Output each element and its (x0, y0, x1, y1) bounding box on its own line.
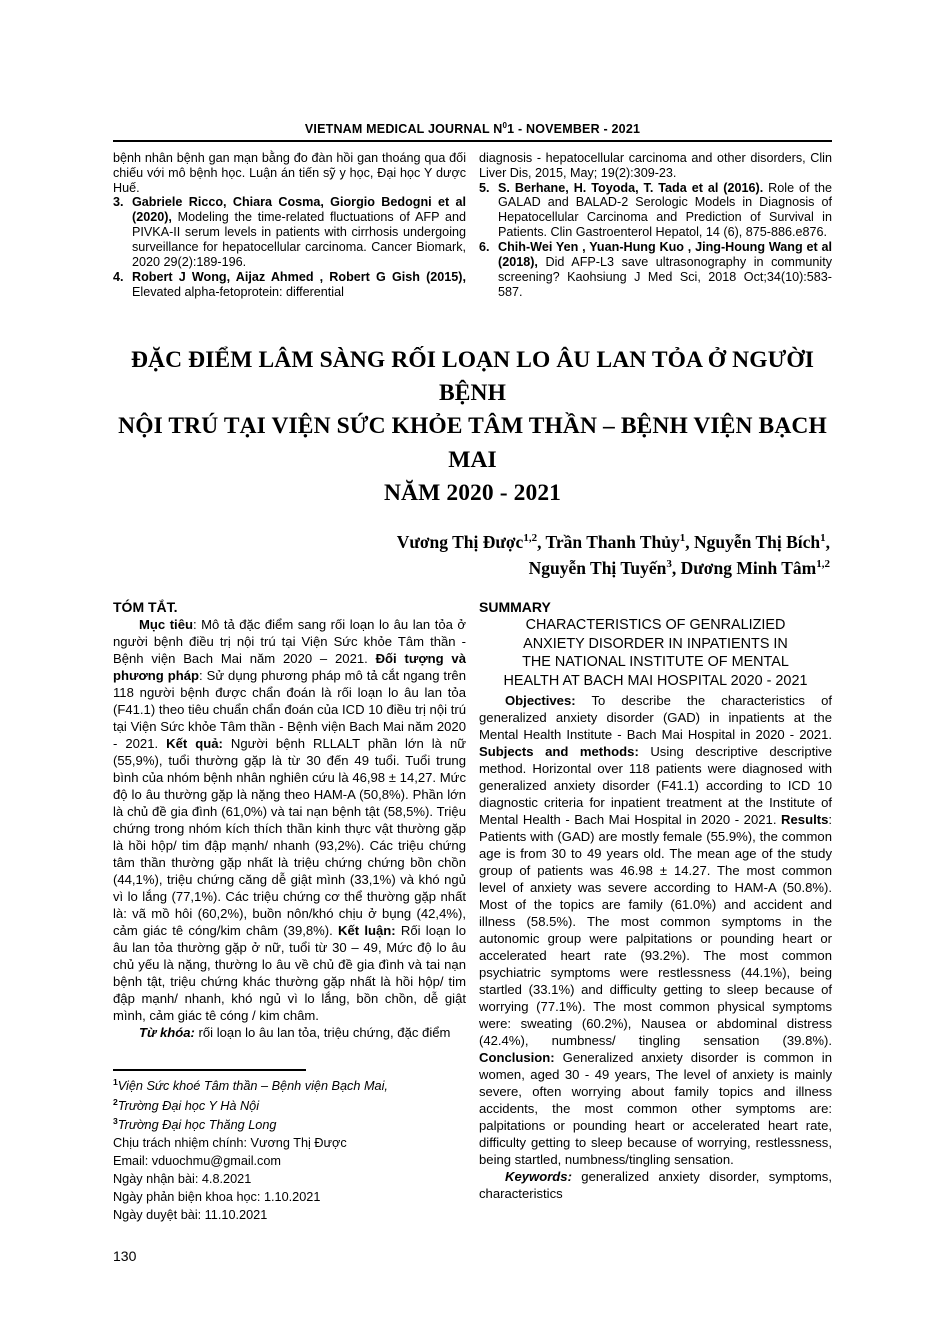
reference-continuation-right: diagnosis - hepatocellular carcinoma and other disorders, Clin Liver Dis, 2015, May; 19(2):309-23. (479, 150, 832, 180)
reference-details: Role of the GALAD and BALAD-2 Serologic Models in Diagnosis of Hepatocellular Carcinoma and Prediction of Survival in Patients. Clin Gastroenterol Hepatol, 14 (6), 875-886.e876. (498, 180, 832, 240)
text-results: : Patients with (GAD) are mostly female (55.9%), the common age is from 30 to 49 years old. The mean age of the study group of patients was 46.98 ± 14.27. The most common level of anxiety was severe according to HAM-A (50.8%). Most of the topics are family (61.0%) and accident and illness (58.5%). The most common symptoms in the autonomic group were palpitations or pounding heart or accelerated heart rate (93.2%). The most common psychiatric symptoms were restlessness (44.1%), being startled (33.1%) and difficulty getting to sleep because of worrying (77.1%). The most common physical symptoms were: sweating (60.2%), Nausea or abdominal distress (42.4%), numbness/ tingling sensation (39.8%). (479, 812, 832, 1049)
authors-separator: , (825, 532, 830, 553)
reference-item (113, 195, 466, 269)
article-title-line-2: NỘI TRÚ TẠI VIỆN SỨC KHỎE TÂM THẦN – BỆNH VIỆN BẠCH MAI (118, 413, 827, 473)
reference-number: 3. (113, 195, 124, 210)
date-accepted: Ngày duyệt bài: 11.10.2021 (113, 1208, 268, 1223)
reference-number: 4. (113, 269, 124, 284)
article-title-line-1: ĐẶC ĐIỂM LÂM SÀNG RỐI LOẠN LO ÂU LAN TỎA Ở NGƯỜI BỆNH (130, 346, 815, 406)
authors-line-2 (113, 556, 830, 581)
footnote-block (113, 1069, 466, 1264)
text-keywords: generalized anxiety disorder, symptoms, characteristics (479, 1169, 832, 1202)
text-results: Người bệnh RLLALT phần lớn là nữ (55,9%), tuổi thường gặp là từ 30 đến 49 tuổi. Tuổi trung bình của nhóm bệnh nhân nghiên cứu là 46,98 ± 14,27. Mức độ lo âu thường gặp là nặng theo HAM-A (50,8%). Phần lớn là chủ đề gia đình (61,0%) và tai nạn bệnh tật (58,5%). Triệu chứng trong nhóm kích thích thần kinh thực vật thường gặp là hồi hộp/ tim đập mạnh/ nhanh (93,2%). Các triệu chứng tâm thần thường gặp nhất là triệu chứng chứng bồn chồn (44,1%), triệu chứng căng dễ giật mình (33,1%) và khó ngủ vì lo lắng (77,1%). Các triệu chứng cơ thể thường gặp nhất là: vã mồ hôi (60,2%), buồn nôn/khó chịu ở bụng (42,4%), cảm giác tê cóng/kim châm (39,8%). (113, 736, 467, 939)
label-methods: Subjects and methods: (479, 743, 639, 759)
author-affiliation-marker: 1,2 (816, 557, 830, 570)
abstracts-section (113, 599, 832, 1264)
text-methods: Using descriptive descriptive method. Horizontal over 118 patients were diagnosed with generalized anxiety disorder (F41.1) according to ICD 10 diagnostic criteria for inpatient treatment at the Institute of Mental Health - Bach Mai Hospital in 2020 - 2021. (479, 743, 832, 828)
reference-authors: Chih-Wei Yen , Yuan-Hung Kuo , Jing-Houng Wang et al (2018), (498, 240, 832, 269)
article-authors (113, 530, 832, 581)
text-conclusion: Generalized anxiety disorder is common in women, aged 30 - 49 years, The level of anxiety is mainly severe, often worrying about family topics and illness accidents, the most common other symptoms are: palpitations or pounding heart or accelerated heart rate, difficulty getting to sleep because of worrying, restlessness, being startled, numbness/tingling sensation. (479, 1050, 832, 1168)
running-head (113, 0, 832, 137)
references-left-column (113, 151, 466, 300)
date-reviewed: Ngày phản biện khoa học: 1.10.2021 (113, 1190, 321, 1205)
author-affiliation-marker: 1 (820, 532, 826, 545)
author-name: , Dương Minh Tâm (671, 557, 817, 578)
affiliation-3-text: Trường Đại học Thăng Long (117, 1118, 277, 1133)
label-methods: Đối tượng và phương pháp (113, 651, 466, 684)
reference-item (479, 240, 832, 299)
author-affiliation-marker: 1 (679, 532, 686, 545)
references-section (113, 151, 832, 300)
vietnamese-keywords-paragraph (113, 1024, 466, 1041)
reference-details: Elevated alpha-fetoprotein: differential (132, 284, 344, 299)
author-affiliation-marker: 1,2 (523, 532, 538, 545)
author-name: , Trần Thanh Thủy (537, 532, 680, 553)
references-right-column (479, 151, 832, 300)
english-title (479, 616, 832, 691)
affiliation-1-text: Viện Sức khoé Tâm thần – Bệnh viện Bạch Mai, (117, 1079, 388, 1094)
footnote-lines (113, 1076, 466, 1224)
affiliation-marker: 3 (113, 1115, 118, 1126)
english-abstract-heading: SUMMARY (479, 599, 551, 616)
english-title-line-2: ANXIETY DISORDER IN INPATIENTS IN (523, 635, 788, 652)
vietnamese-abstract-paragraph (113, 616, 466, 1024)
affiliation-marker: 1 (113, 1077, 118, 1088)
reference-text (132, 195, 466, 269)
reference-number: 6. (479, 240, 490, 255)
reference-item (113, 270, 466, 300)
reference-authors: Gabriele Ricco, Chiara Cosma, Giorgio Bedogni et al (2020), (132, 195, 466, 225)
reference-number: 5. (479, 180, 490, 195)
label-conclusion: Conclusion: (479, 1050, 555, 1066)
vietnamese-abstract-body (113, 616, 466, 1041)
contact-email[interactable]: Email: vduochmu@gmail.com (113, 1154, 282, 1169)
label-conclusion: Kết luận: (338, 923, 396, 939)
text-methods: : Sử dụng phương pháp mô tả cắt ngang trên 118 người bệnh được chẩn đoán là rối loạn lo âu lan tỏa (F41.1) theo tiêu chuẩn chẩn đoán của ICD 10 điều trị nội trú tại Viện Sức khỏe Tâm thần - Bệnh viện Bach Mai năm 2020 - 2021. (113, 668, 466, 752)
author-name: Vương Thị Được (396, 532, 524, 553)
footnote-divider (113, 1069, 306, 1071)
english-abstract-body (479, 692, 832, 1202)
reference-continuation-left: bệnh nhân bệnh gan mạn bằng đo đàn hồi gan thoáng qua đối chiếu với mô bệnh học. Luận án tiến sỹ y học, Đại học Y dược Huế. (113, 150, 466, 195)
reference-details: Did AFP-L3 save ultrasonography in community screening? Kaohsiung J Med Sci, 2018 Oct;34(10):583-587. (498, 254, 832, 299)
affiliation-1 (113, 1076, 466, 1095)
label-objectives: Objectives: (505, 692, 576, 708)
article-title-line-3: NĂM 2020 - 2021 (383, 479, 562, 506)
authors-line-1 (113, 530, 830, 555)
affiliation-marker: 2 (113, 1096, 118, 1107)
affiliation-3 (113, 1115, 466, 1134)
article-title (113, 344, 832, 511)
affiliation-2-text: Trường Đại học Y Hà Nội (117, 1098, 260, 1113)
reference-authors: Robert J Wong, Aijaz Ahmed , Robert G Gish (2015), (132, 269, 466, 284)
english-title-line-4: HEALTH AT BACH MAI HOSPITAL 2020 - 2021 (503, 673, 808, 690)
reference-authors: S. Berhane, H. Toyoda, T. Tada et al (2016). (498, 180, 764, 195)
english-abstract-paragraph (479, 692, 832, 1168)
reference-text (498, 181, 832, 240)
reference-text (498, 240, 832, 299)
author-name: , Nguyễn Thị Bích (685, 532, 821, 553)
reference-item (479, 181, 832, 240)
text-conclusion: Rối loạn lo âu lan tỏa thường gặp ở nữ, tuổi từ 30 – 49, Mức độ lo âu chủ yếu là nặng, thường lo âu về chủ đề gia đình và tai nạn bệnh tật, triệu chứng khác thường gặp nhất là hồi hộp/ tim đập mạnh/ nhanh, khó ngủ vì lo lắng, bồn chồn, dễ giật mình, cảm giác tê cóng / kim châm. (113, 923, 466, 1024)
author-name: Nguyễn Thị Tuyến (528, 557, 667, 578)
english-abstract (479, 599, 832, 1264)
english-keywords-paragraph (479, 1168, 832, 1202)
label-keywords: Từ khóa: (139, 1025, 195, 1041)
affiliation-2 (113, 1096, 466, 1115)
vietnamese-abstract-heading: TÓM TẮT. (113, 599, 178, 616)
label-results: Results (781, 812, 829, 828)
reference-text (132, 270, 466, 300)
english-title-line-3: THE NATIONAL INSTITUTE OF MENTAL (522, 654, 789, 671)
english-title-line-1: CHARACTERISTICS OF GENRALIZIED (525, 617, 786, 634)
header-divider (113, 140, 832, 142)
corresponding-author: Chịu trách nhiệm chính: Vương Thị Được (113, 1136, 347, 1151)
label-objective: Mục tiêu (139, 617, 193, 633)
page-number: 130 (113, 1248, 137, 1265)
text-objective: : Mô tả đặc điểm sang rối loạn lo âu lan tỏa ở người bệnh điều trị nội trú tại Viện Sức khỏe Tâm thần - Bệnh viện Bach Mai năm 2020 – 2021. (113, 617, 466, 667)
text-objectives: To describe the characteristics of generalized anxiety disorder (GAD) in inpatients at the Mental Health Institute - Bach Mai Hospital in 2020 - 2021. (479, 692, 832, 742)
reference-details: Modeling the time-related fluctuations of AFP and PIVKA-II serum levels in patients with cirrhosis undergoing surveillance for hepatocellular carcinoma. Cancer Biomark, 2020 29(2):189-196. (132, 210, 466, 269)
running-head-superscript: 0 (502, 121, 508, 130)
date-received: Ngày nhận bài: 4.8.2021 (113, 1172, 252, 1187)
text-keywords: rối loạn lo âu lan tỏa, triệu chứng, đặc điểm (194, 1025, 451, 1041)
label-results: Kết quả: (166, 736, 223, 752)
page-content (113, 0, 832, 1264)
vietnamese-abstract (113, 599, 466, 1264)
running-head-text-before: VIETNAM MEDICAL JOURNAL N (304, 122, 503, 137)
label-keywords: Keywords: (505, 1169, 572, 1185)
running-head-text-after: 1 - NOVEMBER - 2021 (507, 122, 641, 137)
author-affiliation-marker: 3 (666, 557, 672, 570)
